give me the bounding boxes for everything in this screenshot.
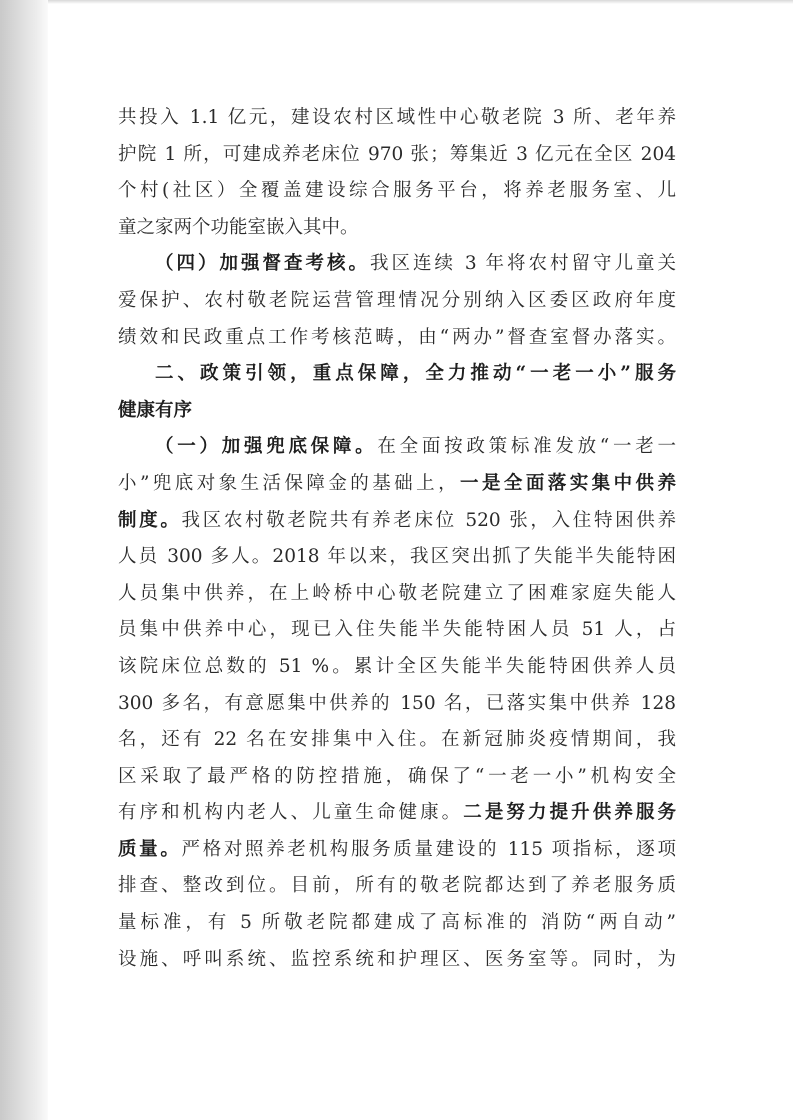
text-line-22: 排查、整改到位。目前，所有的敬老院都达到了养老服务质 xyxy=(118,875,676,897)
text-line-13: 人员 300 多人。2018 年以来，我区突出抓了失能半失能特困 xyxy=(118,546,676,568)
text-line-5: （四）加强督查考核。我区连续 3 年将农村留守儿童关 xyxy=(155,253,676,275)
text-line-4: 童之家两个功能室嵌入其中。 xyxy=(118,216,359,238)
chapter-heading-2-cont: 健康有序 xyxy=(118,399,193,421)
text-line-17: 300 多名，有意愿集中供养的 150 名，已落实集中供养 128 xyxy=(118,692,676,714)
bold-point-2: 二是努力提升供养服务 xyxy=(463,802,676,824)
section-heading-4: （四）加强督查考核。 xyxy=(155,253,370,275)
text-line-20: 有序和机构内老人、儿童生命健康。二是努力提升供养服务 xyxy=(118,802,676,824)
text-line-11: 小”兜底对象生活保障金的基础上，一是全面落实集中供养 xyxy=(118,472,676,494)
text-line-7: 绩效和民政重点工作考核范畴，由“两办”督查室督办落实。 xyxy=(118,326,676,348)
chapter-heading-2: 二、政策引领，重点保障，全力推动“一老一小”服务 xyxy=(155,363,676,385)
document-body xyxy=(118,100,676,978)
bold-point-1: 一是全面落实集中供养 xyxy=(460,472,676,494)
text-line-1: 共投入 1.1 亿元，建设农村区域性中心敬老院 3 所、老年养 xyxy=(118,107,676,128)
scan-top-edge xyxy=(48,0,793,4)
bold-point-1-cont: 制度。 xyxy=(118,509,182,531)
text-line-15: 员集中供养中心，现已入住失能半失能特困人员 51 人，占 xyxy=(118,619,676,641)
bold-point-2-cont: 质量。 xyxy=(118,838,182,860)
text-line-23: 量标准，有 5 所敬老院都建成了高标准的 消防“两自动” xyxy=(118,912,676,934)
section-heading-1: （一）加强兜底保障。 xyxy=(155,436,378,458)
text-line-21: 质量。严格对照养老机构服务质量建设的 115 项指标，逐项 xyxy=(118,838,676,860)
text-line-12: 制度。我区农村敬老院共有养老床位 520 张，入住特困供养 xyxy=(118,509,676,531)
text-line-18: 名，还有 22 名在安排集中入住。在新冠肺炎疫情期间，我 xyxy=(118,729,676,751)
scan-shadow-edge xyxy=(0,0,48,1120)
text-line-3: 个村(社区）全覆盖建设综合服务平台，将养老服务室、儿 xyxy=(118,180,676,202)
text-line-10: （一）加强兜底保障。在全面按政策标准发放“一老一 xyxy=(155,436,676,458)
text-line-8 xyxy=(118,356,676,393)
text-line-2: 护院 1 所，可建成养老床位 970 张；筹集近 3 亿元在全区 204 xyxy=(118,143,676,165)
text-line-19: 区采取了最严格的防控措施，确保了“一老一小”机构安全 xyxy=(118,765,676,787)
text-line-14: 人员集中供养，在上岭桥中心敬老院建立了困难家庭失能人 xyxy=(118,582,676,604)
text-line-16: 该院床位总数的 51 %。累计全区失能半失能特困供养人员 xyxy=(118,655,676,677)
text-line-6: 爱保护、农村敬老院运营管理情况分别纳入区委区政府年度 xyxy=(118,289,676,311)
text-line-9 xyxy=(118,393,676,430)
text-line-24: 设施、呼叫系统、监控系统和护理区、医务室等。同时，为 xyxy=(118,948,676,970)
